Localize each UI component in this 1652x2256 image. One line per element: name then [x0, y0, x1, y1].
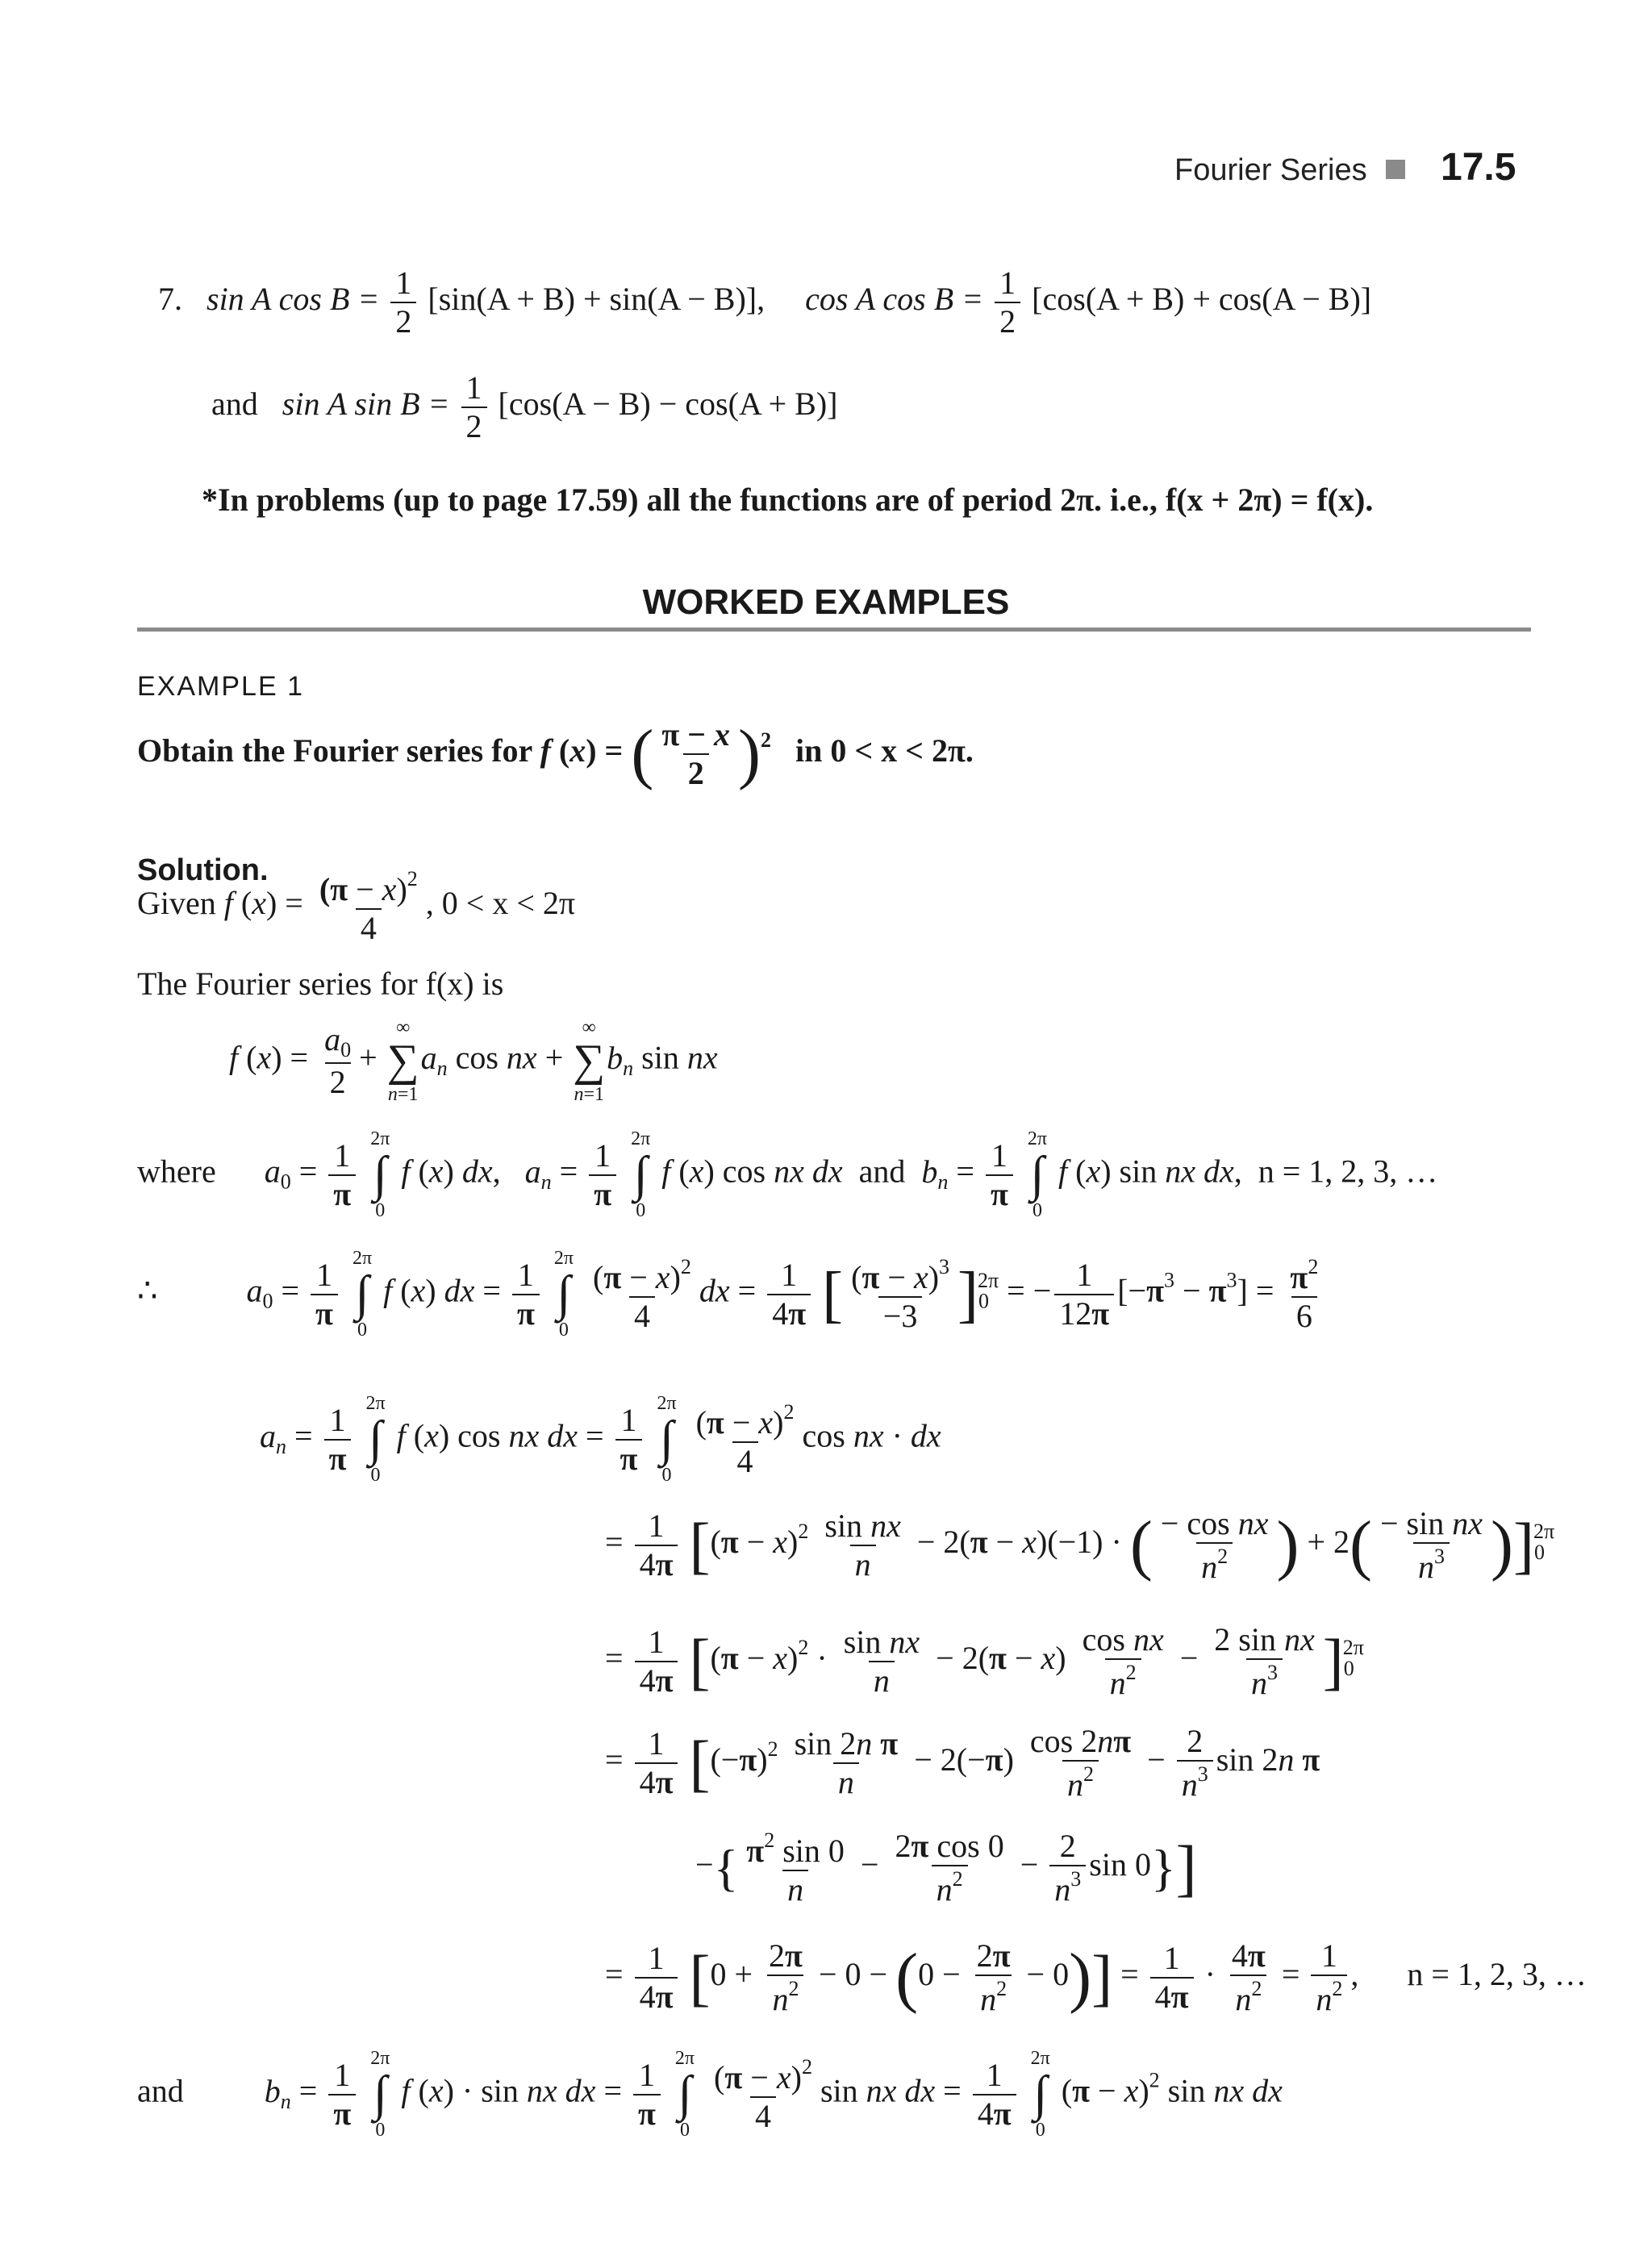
- fourier-intro: The Fourier series for f(x) is: [137, 965, 504, 1002]
- an-line-4: = $\frac{1}{4\pi}$ [$(-\pi)^2$ $\frac{\text{sin 2n π}}{n}$ − 2(−π) $\frac{\cos 2n\pi}{n^2}$ − $\frac{2}{n^3}$ sin 2n π: [605, 1723, 1320, 1803]
- formula-7-line-2: [211, 371, 838, 444]
- header-square-icon: [1386, 160, 1405, 179]
- half-fraction: $\frac{1}{2}$: [390, 266, 416, 339]
- an-line-1: $a_n$ = $\frac{1}{\pi}$ 2π ∫ 0 f (x) cos nx dx = $\frac{1}{\pi}$ 2π ∫ 0 $\frac{(\pi - x)^2}{4}$ cos nx · dx: [260, 1393, 941, 1487]
- and-label: and: [137, 2072, 184, 2109]
- cos-a-cos-b-rhs: [cos(A + B) + cos(A − B)]: [1032, 281, 1372, 318]
- an-line-2: = $\frac{1}{4\pi}$ [$(\pi - x)^2$ $\frac{\text{sin nx}}{n}$ − 2(π − x)(−1) · ( $\frac{\text{− cos nx}}{n^2}$ ) + 2( $\frac{\text{− sin nx}}{n^3}$ )]$_0^{2\pi}$: [605, 1505, 1555, 1585]
- n-range: n = 1, 2, 3, …: [1258, 1153, 1438, 1190]
- running-title: Fourier Series: [1174, 153, 1367, 187]
- section-title: WORKED EXAMPLES: [642, 582, 1010, 622]
- sin-a-cos-b-lhs: sin A cos B =: [206, 281, 380, 318]
- statement-range: in 0 < x < 2π.: [795, 732, 974, 769]
- an-line-6: = $\frac{1}{4\pi}$ [0 + $\frac{2\pi}{n^2}$ − 0 − (0 − $\frac{2\pi}{n^2}$ − 0)] = $\frac{1}{4\pi}$ · $\frac{4\pi}{n^2}$ = $\frac{1}{n^2}$ , n = 1, 2, 3, …: [605, 1937, 1587, 2017]
- an-line-5: −{ $\frac{\pi^2 \sin 0}{n}$ − $\frac{\text{2π cos 0}}{n^2}$ − $\frac{2}{n^3}$ sin 0}]: [695, 1828, 1197, 1908]
- statement-text: Obtain the Fourier series for: [137, 732, 532, 769]
- given-line: Given f (x) = $\frac{(\pi - x)^2}{4}$ , 0 < x < 2π: [137, 867, 576, 946]
- half-fraction: $\frac{1}{2}$: [461, 371, 487, 444]
- and-label: and: [211, 386, 258, 423]
- bn-line: and $b_n$ = $\frac{1}{\pi}$ 2π ∫ 0 f (x) · sin nx dx = $\frac{1}{\pi}$ 2π ∫ 0 $\frac{(\pi - x)^2}{4}$ sin nx dx = $\frac{1}{4\pi}$ 2π ∫ 0 $(\pi - x)^2$ sin nx dx: [137, 2048, 1283, 2141]
- sin-a-cos-b-rhs: [sin(A + B) + sin(A − B)],: [428, 281, 766, 318]
- period-note: *In problems (up to page 17.59) all the functions are of period 2π. i.e., f(x + 2π) = f(x).: [202, 482, 1374, 518]
- section-rule: [137, 628, 1531, 632]
- sin-a-sin-b-lhs: sin A sin B =: [282, 386, 450, 423]
- where-label: where: [137, 1153, 216, 1190]
- statement-fraction: $\frac{\pi - x}{2}$: [661, 716, 731, 791]
- coefficient-definitions: where $a_0$ = $\frac{1}{\pi}$ 2π ∫ 0 f (x) dx, $a_n$ = $\frac{1}{\pi}$ 2π ∫ 0 f (x) cos nx dx and $b_n$ = $\frac{1}{\pi}$ 2π ∫ 0 f (x) sin nx dx, n = 1, 2, 3, …: [137, 1128, 1438, 1222]
- a0-computation: ∴ $a_0$ = $\frac{1}{\pi}$ 2π ∫ 0 f (x) dx = $\frac{1}{\pi}$ 2π ∫ 0 $\frac{(\pi - x)^2}{4}$ dx = $\frac{1}{4\pi}$ [ $\frac{(\pi - x)^3}{-3}$ ]$_0^{2\pi}$ = − $\frac{1}{12\pi}$ $[-\pi^3 - \pi^3]$ = $\frac{\pi^2}{6}$: [137, 1248, 1319, 1341]
- given-range: , 0 < x < 2π: [425, 885, 576, 922]
- formula-7-number: 7.: [158, 281, 182, 318]
- example-label: EXAMPLE 1: [137, 671, 304, 702]
- example-statement: Obtain the Fourier series for f (x) = ( $\frac{\pi - x}{2}$ )$^2$ in 0 < x < 2π.: [137, 716, 974, 791]
- therefore-symbol: ∴: [137, 1272, 158, 1309]
- sin-a-sin-b-rhs: [cos(A − B) − cos(A + B)]: [498, 386, 838, 423]
- half-fraction: $\frac{1}{2}$: [995, 266, 1020, 339]
- cos-a-cos-b-lhs: cos A cos B =: [805, 281, 984, 318]
- page-number: 17.5: [1441, 146, 1516, 189]
- solution-heading: Solution.: [137, 853, 269, 887]
- an-line-3: = $\frac{1}{4\pi}$ [$(\pi - x)^2$ · $\frac{\text{sin nx}}{n}$ − 2(π − x) $\frac{\text{cos nx}}{n^2}$ − $\frac{\text{2 sin nx}}{n^3}$ ]$_0^{2\pi}$: [605, 1621, 1364, 1701]
- formula-7-line-1: [158, 266, 1371, 339]
- series-definition: f (x) = $\frac{a_0}{2}$ + ∞ ∑ n=1 $a_n$ cos nx + ∞ ∑ n=1 $b_n$ sin nx: [229, 1017, 718, 1105]
- an-n-range: n = 1, 2, 3, …: [1407, 1956, 1587, 1993]
- given-label: Given: [137, 885, 216, 922]
